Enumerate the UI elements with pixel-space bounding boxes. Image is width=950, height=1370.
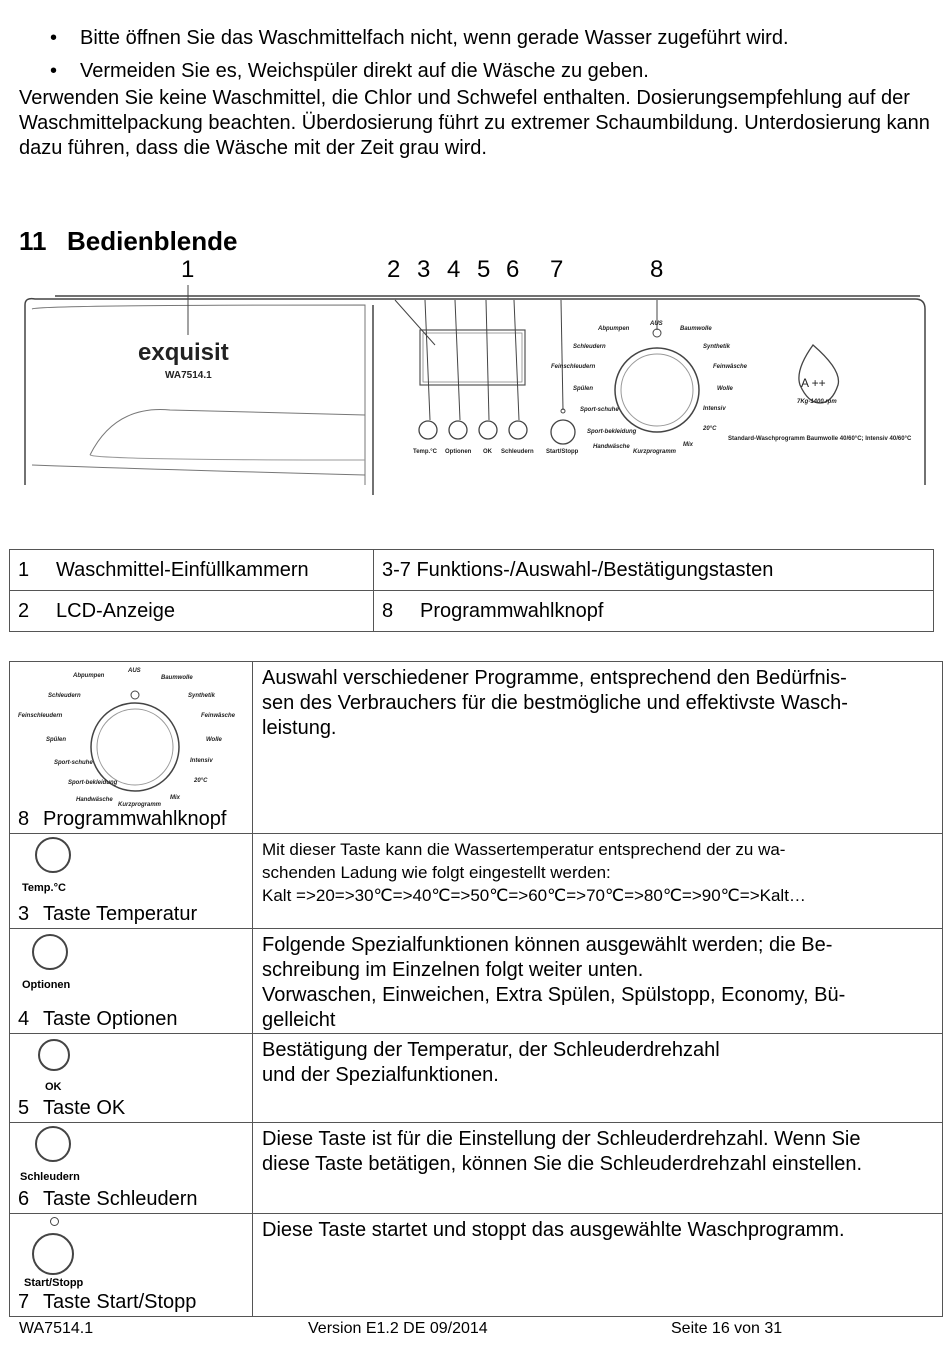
section-number: 11 [19, 226, 47, 256]
dial-label: AUS [650, 321, 663, 327]
legend-number: 8 [382, 599, 394, 622]
table-row [10, 929, 943, 1034]
footer-page: Seite 16 von 31 [671, 1320, 783, 1337]
panel-button-caption: Optionen [445, 449, 472, 455]
footer-version: Version E1.2 DE 09/2014 [308, 1320, 488, 1337]
dial-label: 20°C [194, 778, 208, 784]
dial-label: Intensiv [703, 406, 726, 412]
section-heading [19, 226, 237, 257]
bullet-item: • Vermeiden Sie es, Weichspüler direkt auf die Wäsche zu geben. [48, 55, 928, 88]
capacity-label: 7Kg-1400 rpm [797, 399, 837, 405]
function-label [18, 1188, 198, 1211]
legend-label: Waschmittel-Einfüllkammern [56, 558, 309, 581]
bullet-list [48, 22, 928, 88]
callout-4: 4 [447, 256, 461, 283]
options-button-icon [32, 934, 68, 970]
callout-6: 6 [506, 256, 520, 283]
dial-label: Handwäsche [76, 797, 113, 803]
dial-label: Mix [170, 795, 181, 801]
dial-label: 20°C [703, 426, 717, 432]
table-row [10, 834, 943, 929]
legend-label: Programmwahlknopf [420, 599, 604, 622]
panel-button-caption: Schleudern [501, 449, 534, 455]
detergent-paragraph: Verwenden Sie keine Waschmittel, die Chlor und Schwefel enthalten. Dosierungsempfehlung auf der Waschmittelpackung beachten. Überdosierung führt zu extremer Schaumbildung. Unterdosierung kann dazu führen, dass die Wäsche mit der Zeit grau wird. [19, 87, 930, 159]
button-caption: Temp.°C [22, 882, 66, 894]
brand-logo: exquisit [138, 339, 229, 366]
function-name: Taste Optionen [43, 1008, 178, 1030]
dial-label: Handwäsche [593, 444, 630, 450]
function-name: Taste OK [43, 1097, 126, 1119]
control-panel-illustration [20, 285, 935, 500]
function-label [18, 1291, 196, 1314]
footer-model: WA7514.1 [19, 1320, 94, 1337]
dial-label: Feinschleudern [18, 713, 63, 719]
dial-label: Synthetik [703, 344, 731, 350]
function-name: Taste Temperatur [43, 903, 198, 925]
program-note: Standard-Waschprogramm Baumwolle 40/60°C; Intensiv 40/60°C [728, 436, 912, 442]
function-description: Mit dieser Taste kann die Wassertemperatur entsprechend der zu wa- schenden Ladung wie folgt eingestellt werden: Kalt =>20=>30℃=>40℃=>50℃=>60℃=>70℃=>80℃=>90℃=>Kalt… [253, 834, 943, 929]
table-row [10, 1123, 943, 1214]
dial-label: Spülen [46, 737, 67, 743]
function-name: Taste Start/Stopp [43, 1291, 197, 1313]
indicator-icon [50, 1217, 59, 1226]
callout-5: 5 [477, 256, 491, 283]
dial-label: Feinschleudern [551, 364, 596, 370]
table-row [10, 1214, 943, 1317]
function-name: Programmwahlknopf [43, 808, 227, 830]
legend-number: 1 [18, 558, 30, 581]
dial-label: Mix [683, 442, 694, 448]
table-row [10, 591, 934, 632]
panel-button-caption: OK [483, 449, 492, 455]
ok-button-icon [38, 1039, 70, 1071]
callout-1: 1 [181, 256, 195, 283]
function-description: Diese Taste ist für die Einstellung der Schleuderdrehzahl. Wenn Sie diese Taste betätigen, können Sie die Schleuderdrehzahl einstellen. [253, 1123, 943, 1214]
dial-label: Sport-bekleidung [587, 429, 637, 435]
function-description: Auswahl verschiedener Programme, entsprechend den Bedürfnis- sen des Verbrauchers für die bestmögliche und effektivste Wasch- leistung. [253, 662, 943, 834]
function-number: 6 [18, 1188, 30, 1210]
function-label [18, 903, 197, 926]
dial-label: Schleudern [573, 344, 606, 350]
dial-label: Baumwolle [680, 326, 712, 332]
start-stop-button-icon [32, 1233, 74, 1275]
program-dial-icon [18, 664, 248, 809]
callout-3: 3 [417, 256, 431, 283]
energy-class-label: A ++ [801, 376, 826, 390]
dial-label: Sport-bekleidung [68, 780, 118, 786]
function-description: Bestätigung der Temperatur, der Schleuderdrehzahl und der Spezialfunktionen. [253, 1034, 943, 1123]
function-description: Diese Taste startet und stoppt das ausgewählte Waschprogramm. [253, 1214, 943, 1317]
dial-label: Synthetik [188, 693, 216, 699]
function-table [9, 661, 943, 1317]
callout-2: 2 [387, 256, 401, 283]
table-row [10, 662, 943, 834]
legend-number: 3-7 [382, 558, 411, 581]
legend-label: Funktions-/Auswahl-/Bestätigungstasten [416, 558, 774, 581]
callout-8: 8 [650, 256, 664, 283]
dial-label: Abpumpen [598, 326, 630, 332]
dial-label: Feinwäsche [713, 364, 748, 370]
bullet-item: • Bitte öffnen Sie das Waschmittelfach nicht, wenn gerade Wasser zugeführt wird. [48, 22, 928, 55]
dial-label: Schleudern [48, 693, 81, 699]
section-title: Bedienblende [67, 226, 238, 256]
function-label [18, 1097, 125, 1120]
dial-label: Abpumpen [73, 673, 105, 679]
spin-button-icon [35, 1126, 71, 1162]
dial-label: Baumwolle [161, 675, 193, 681]
temperature-button-icon [35, 837, 71, 873]
function-number: 4 [18, 1008, 30, 1030]
table-row [10, 1034, 943, 1123]
dial-label: Sport-schuhe [54, 760, 93, 766]
panel-model: WA7514.1 [165, 370, 212, 381]
function-number: 5 [18, 1097, 30, 1119]
button-caption: Start/Stopp [24, 1277, 84, 1289]
callout-7: 7 [550, 256, 564, 283]
button-caption: Optionen [22, 979, 71, 991]
dial-label: Kurzprogramm [633, 449, 677, 455]
panel-button-caption: Temp.°C [413, 449, 437, 455]
function-number: 8 [18, 808, 30, 830]
dial-label: Wolle [206, 737, 222, 743]
dial-label: AUS [128, 668, 141, 674]
dial-label: Intensiv [190, 758, 213, 764]
function-description: Folgende Spezialfunktionen können ausgewählt werden; die Be- schreibung im Einzelnen folgt weiter unten. Vorwaschen, Einweichen, Extra Spülen, Spülstopp, Economy, Bü- gelleicht [253, 929, 943, 1034]
dial-label: Kurzprogramm [118, 802, 162, 808]
function-number: 7 [18, 1291, 30, 1313]
dial-label: Spülen [573, 386, 594, 392]
function-name: Taste Schleudern [43, 1188, 198, 1210]
function-label [18, 1008, 178, 1031]
dial-label: Wolle [717, 386, 733, 392]
legend-table [9, 549, 934, 632]
table-row [10, 550, 934, 591]
legend-number: 2 [18, 599, 30, 622]
button-caption: OK [45, 1081, 62, 1093]
button-caption: Schleudern [20, 1171, 80, 1183]
legend-label: LCD-Anzeige [56, 599, 175, 622]
dial-label: Sport-schuhe [580, 407, 619, 413]
function-number: 3 [18, 903, 30, 925]
panel-button-caption: Start/Stopp [546, 449, 579, 455]
dial-label: Feinwäsche [201, 713, 236, 719]
function-label [18, 808, 226, 831]
